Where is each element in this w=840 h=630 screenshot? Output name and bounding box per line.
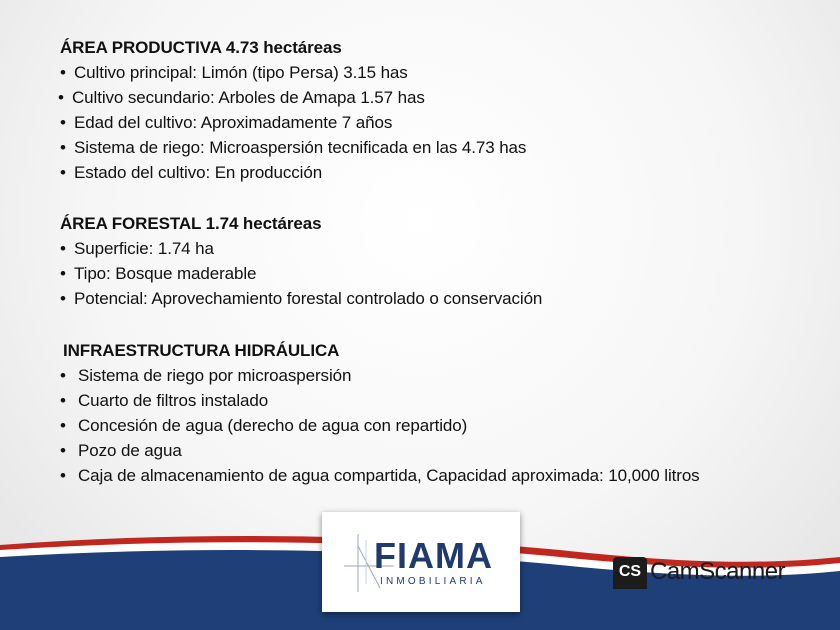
list-item: • Cuarto de filtros instalado [60, 391, 269, 410]
list-item: • Superficie: 1.74 ha [60, 239, 214, 258]
bullet: • [60, 264, 66, 283]
fiama-logo [322, 512, 520, 612]
bullet: • [60, 239, 66, 258]
heading-infraestructura: INFRAESTRUCTURA HIDRÁULICA [63, 341, 340, 360]
heading-area-forestal: ÁREA FORESTAL 1.74 hectáreas [60, 214, 322, 233]
logo-subtitle: INMOBILIARIA [380, 576, 486, 587]
list-item: • Tipo: Bosque maderable [60, 264, 257, 283]
list-item: • Caja de almacenamiento de agua compartida, Capacidad aproximada: 10,000 litros [60, 466, 700, 485]
camscanner-badge-bar [613, 585, 647, 589]
list-item: • Estado del cultivo: En producción [60, 163, 323, 182]
bullet: • [60, 113, 66, 132]
bullet: • [60, 416, 66, 435]
camscanner-badge-icon: CS [613, 557, 647, 587]
bullet: • [60, 138, 66, 157]
list-item: • Cultivo secundario: Arboles de Amapa 1.57 has [58, 88, 425, 107]
list-item: • Pozo de agua [60, 441, 182, 460]
bullet: • [58, 88, 64, 107]
bullet: • [60, 163, 66, 182]
bullet: • [60, 63, 66, 82]
bullet: • [60, 366, 66, 385]
camscanner-watermark: CamScanner [650, 558, 786, 585]
list-item: • Sistema de riego: Microaspersión tecnificada en las 4.73 has [60, 138, 527, 157]
bullet: • [60, 466, 66, 485]
bullet: • [60, 391, 66, 410]
logo-name: FIAMA [374, 535, 493, 576]
list-item: • Sistema de riego por microaspersión [60, 366, 352, 385]
bullet: • [60, 289, 66, 308]
bullet: • [60, 441, 66, 460]
list-item: • Cultivo principal: Limón (tipo Persa) 3.15 has [60, 63, 408, 82]
list-item: • Potencial: Aprovechamiento forestal controlado o conservación [60, 289, 543, 308]
heading-area-productiva: ÁREA PRODUCTIVA 4.73 hectáreas [60, 38, 342, 57]
list-item: • Edad del cultivo: Aproximadamente 7 años [60, 113, 393, 132]
list-item: • Concesión de agua (derecho de agua con repartido) [60, 416, 468, 435]
